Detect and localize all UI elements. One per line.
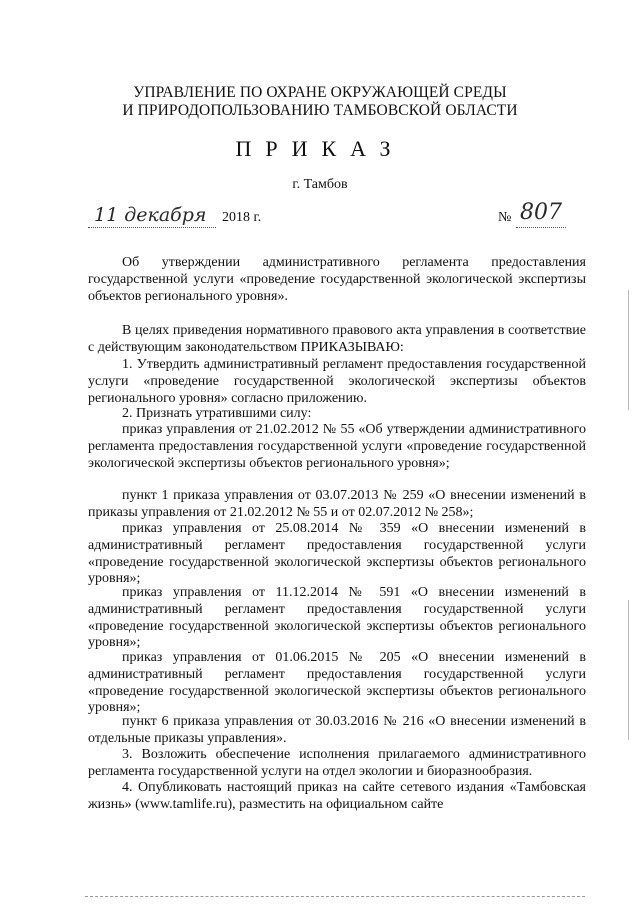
paragraph-item-3: 3. Возложить обеспечение исполнения прилагаемого административного регламента государственной услуги на отдел экологии и биоразнообразия.: [88, 747, 586, 779]
scan-edge-mark: [628, 290, 629, 410]
scan-edge-mark: [628, 600, 629, 740]
handwritten-number: 807: [520, 200, 562, 225]
paragraph-preamble: В целях приведения нормативного правового акта управления в соответствие с действующим законодательством ПРИКАЗЫВАЮ:: [88, 323, 586, 355]
agency-name-line-1: УПРАВЛЕНИЕ ПО ОХРАНЕ ОКРУЖАЮЩЕЙ СРЕДЫ: [133, 84, 507, 101]
city: г. Тамбов: [292, 177, 348, 192]
paragraph-item-1: 1. Утвердить административный регламент предоставления государственной услуги «проведение государственной экологической экспертизы объектов регионального уровня» согласно приложению.: [88, 357, 586, 406]
paragraph-item-2: 2. Признать утратившими силу:: [122, 406, 312, 421]
date-number-line: [88, 200, 568, 234]
paragraph-order-259: пункт 1 приказа управления от 03.07.2013 № 259 «О внесении изменений в приказы управления от 21.02.2012 № 55 и от 02.07.2012 № 258»;: [88, 488, 586, 520]
number-underline: [516, 227, 566, 228]
paragraph-order-205: приказ управления от 01.06.2015 № 205 «О внесении изменений в административный регламент предоставления государственной услуги «проведение государственной экологической экспертизы объектов регионального уровня»;: [88, 650, 586, 716]
agency-name-line-2: И ПРИРОДОПОЛЬЗОВАНИЮ ТАМБОВСКОЙ ОБЛАСТИ: [122, 102, 518, 119]
date-underline: [88, 227, 216, 228]
paragraph-order-55: приказ управления от 21.02.2012 № 55 «Об утверждении административного регламента предоставления государственной услуги «проведение государственной экологической экспертизы объектов регионального уровня»;: [88, 422, 586, 471]
paragraph-item-4: 4. Опубликовать настоящий приказ на сайте сетевого издания «Тамбовская жизнь» (www.tamlife.ru), разместить на официальном сайте: [88, 780, 586, 812]
number-label: №: [498, 210, 512, 225]
handwritten-date: 11 декабря: [94, 204, 207, 226]
document-title: ПРИКАЗ: [235, 136, 405, 161]
year: 2018 г.: [222, 210, 262, 225]
subject: Об утверждении административного регламента предоставления государственной услуги «проведение государственной экологической экспертизы объектов регионального уровня».: [88, 255, 586, 304]
paragraph-order-359: приказ управления от 25.08.2014 № 359 «О внесении изменений в административный регламент предоставления государственной услуги «проведение государственной экологической экспертизы объектов регионального уровня»;: [88, 521, 586, 587]
footer-dashed-line: [85, 896, 585, 897]
paragraph-order-591: приказ управления от 11.12.2014 № 591 «О внесении изменений в административный регламент предоставления государственной услуги «проведение государственной экологической экспертизы объектов регионального уровня»;: [88, 585, 586, 651]
paragraph-order-216: пункт 6 приказа управления от 30.03.2016 № 216 «О внесении изменений в отдельные приказы управления».: [88, 714, 586, 746]
